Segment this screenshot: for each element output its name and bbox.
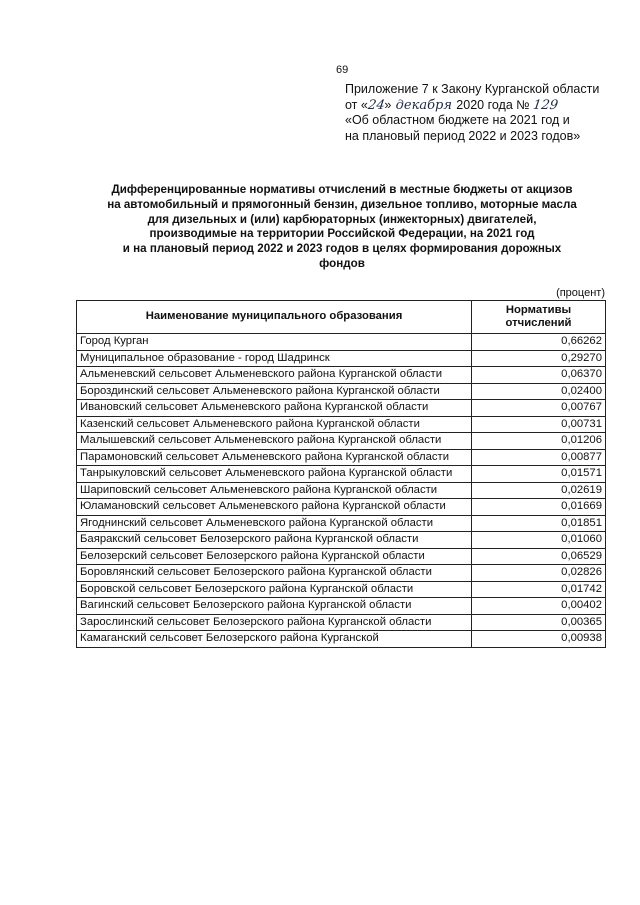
table-row (77, 449, 606, 466)
norm-value: 0,00365 (472, 614, 606, 631)
municipality-name: Бороздинский сельсовет Альменевского района Курганской области (77, 383, 472, 400)
title-line-3: для дизельных и (или) карбюраторных (инжекторных) двигателей, (147, 212, 537, 226)
municipality-name: Ягоднинский сельсовет Альменевского района Курганской области (77, 515, 472, 532)
municipality-name: Муниципальное образование - город Шадринск (77, 350, 472, 367)
title-line-6: фондов (319, 256, 365, 270)
municipality-name: Камаганский сельсовет Белозерского района Курганской (77, 631, 472, 648)
municipality-name: Город Курган (77, 334, 472, 351)
municipality-name: Белозерский сельсовет Белозерского района Курганской области (77, 548, 472, 565)
norm-value: 0,66262 (472, 334, 606, 351)
date-prefix: от « (345, 97, 368, 112)
table-row (77, 515, 606, 532)
table-row (77, 631, 606, 648)
table-row (77, 416, 606, 433)
norm-value: 0,01669 (472, 499, 606, 516)
municipality-name: Боровлянский сельсовет Белозерского района Курганской области (77, 565, 472, 582)
municipality-name: Вагинский сельсовет Белозерского района Курганской области (77, 598, 472, 615)
municipality-name: Казенский сельсовет Альменевского района Курганской области (77, 416, 472, 433)
table-row (77, 350, 606, 367)
norm-value: 0,01206 (472, 433, 606, 450)
norm-value: 0,00402 (472, 598, 606, 615)
header-norms: Нормативы отчислений (472, 301, 606, 334)
norm-value: 0,00767 (472, 400, 606, 417)
appendix-header (345, 82, 630, 144)
table-row (77, 614, 606, 631)
handwritten-month: декабря (395, 97, 452, 113)
table-row (77, 334, 606, 351)
appendix-line-1: Приложение 7 к Закону Курганской области (345, 82, 600, 96)
norm-value: 0,00938 (472, 631, 606, 648)
municipality-name: Ивановский сельсовет Альменевского района Курганской области (77, 400, 472, 417)
unit-label: (процент) (556, 287, 605, 299)
norm-value: 0,02826 (472, 565, 606, 582)
norm-value: 0,01742 (472, 581, 606, 598)
table-row (77, 367, 606, 384)
municipality-name: Малышевский сельсовет Альменевского района Курганской области (77, 433, 472, 450)
municipality-name: Парамоновский сельсовет Альменевского района Курганской области (77, 449, 472, 466)
norm-value: 0,06529 (472, 548, 606, 565)
table-row (77, 499, 606, 516)
norm-value: 0,02619 (472, 482, 606, 499)
appendix-line-4: на плановый период 2022 и 2023 годов» (345, 128, 581, 143)
municipality-name: Баяракский сельсовет Белозерского района Курганской области (77, 532, 472, 549)
table-row (77, 565, 606, 582)
norm-value: 0,00731 (472, 416, 606, 433)
norms-table (76, 300, 606, 648)
document-title (62, 183, 622, 272)
table-row (77, 548, 606, 565)
handwritten-day: 24 (366, 97, 386, 113)
table-row (77, 466, 606, 483)
norm-value: 0,06370 (472, 367, 606, 384)
table-row (77, 400, 606, 417)
table-row (77, 383, 606, 400)
norm-value: 0,29270 (472, 350, 606, 367)
title-line-4: производимые на территории Российской Федерации, на 2021 год (149, 227, 535, 241)
municipality-name: Альменевский сельсовет Альменевского района Курганской области (77, 367, 472, 384)
municipality-name: Боровской сельсовет Белозерского района Курганской области (77, 581, 472, 598)
title-line-2: на автомобильный и прямогонный бензин, дизельное топливо, моторные масла (107, 197, 577, 211)
municipality-name: Шариповский сельсовет Альменевского района Курганской области (77, 482, 472, 499)
page-number: 69 (336, 64, 349, 76)
title-line-1: Дифференцированные нормативы отчислений в местные бюджеты от акцизов (111, 183, 573, 196)
table-row (77, 598, 606, 615)
date-mid: » (384, 97, 392, 112)
appendix-line-2 (345, 98, 630, 114)
header-municipality: Наименование муниципального образования (77, 301, 472, 334)
table-row (77, 433, 606, 450)
norm-value: 0,01060 (472, 532, 606, 549)
date-year: 2020 года № (456, 97, 530, 112)
table-row (77, 532, 606, 549)
norm-value: 0,02400 (472, 383, 606, 400)
norm-value: 0,00877 (472, 449, 606, 466)
table-row (77, 482, 606, 499)
appendix-line-3: «Об областном бюджете на 2021 год и (345, 113, 570, 127)
table-row (77, 581, 606, 598)
norm-value: 0,01571 (472, 466, 606, 483)
norm-value: 0,01851 (472, 515, 606, 532)
municipality-name: Зарослинский сельсовет Белозерского района Курганской области (77, 614, 472, 631)
municipality-name: Танрыкуловский сельсовет Альменевского района Курганской области (77, 466, 472, 483)
handwritten-law-number: 129 (532, 97, 560, 113)
municipality-name: Юламановский сельсовет Альменевского района Курганской области (77, 499, 472, 516)
table-header-row (77, 301, 606, 334)
title-line-5: и на плановый период 2022 и 2023 годов в целях формирования дорожных (122, 242, 562, 256)
